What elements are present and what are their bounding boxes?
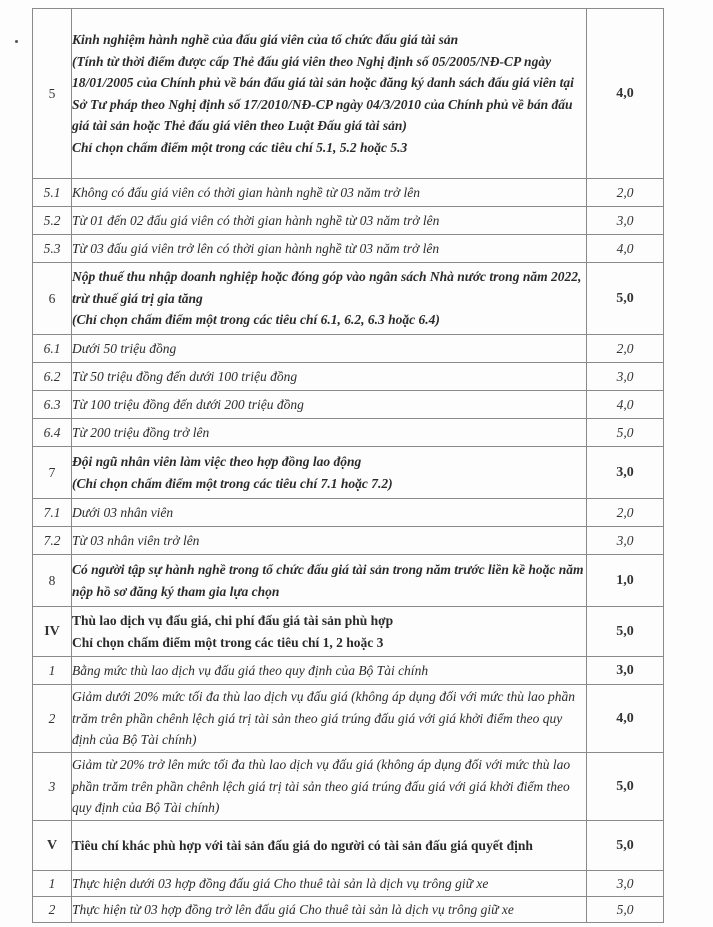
criterion-text: Từ 01 đến 02 đấu giá viên có thời gian hành nghề từ 03 năm trở lên <box>72 207 587 235</box>
row-number: 6 <box>33 263 72 335</box>
score: 3,0 <box>587 207 664 235</box>
score: 2,0 <box>587 335 664 363</box>
section-number: V <box>33 821 72 871</box>
score: 3,0 <box>587 657 664 685</box>
table-row <box>33 555 664 607</box>
criterion-instruction: (Chỉ chọn chấm điểm một trong các tiêu chí 6.1, 6.2, 6.3 hoặc 6.4) <box>72 312 440 328</box>
table-row <box>33 527 664 555</box>
row-number: 7.2 <box>33 527 72 555</box>
row-number: 1 <box>33 657 72 685</box>
criterion-instruction: Chỉ chọn chấm điểm một trong các tiêu chí 5.1, 5.2 hoặc 5.3 <box>72 139 408 155</box>
score: 5,0 <box>587 753 664 821</box>
score: 2,0 <box>587 179 664 207</box>
row-number: 5.3 <box>33 235 72 263</box>
criterion-text <box>72 263 587 335</box>
table-row <box>33 871 664 897</box>
table-row <box>33 821 664 871</box>
table-row <box>33 897 664 923</box>
score: 2,0 <box>587 499 664 527</box>
scan-speck <box>15 40 18 43</box>
criterion-text: Từ 03 nhân viên trở lên <box>72 527 587 555</box>
row-number: 6.4 <box>33 419 72 447</box>
table-row <box>33 235 664 263</box>
row-number: 8 <box>33 555 72 607</box>
max-score: 4,0 <box>587 9 664 179</box>
table-row <box>33 499 664 527</box>
criterion-heading: Thù lao dịch vụ đấu giá, chi phí đấu giá tài sản phù hợp <box>72 613 394 628</box>
row-number: 6.1 <box>33 335 72 363</box>
row-number: 6.3 <box>33 391 72 419</box>
row-number: 7 <box>33 447 72 499</box>
row-number: 3 <box>33 753 72 821</box>
max-score: 5,0 <box>587 263 664 335</box>
criterion-heading: Kinh nghiệm hành nghề của đấu giá viên của tổ chức đấu giá tài sản <box>72 32 459 47</box>
criterion-instruction: (Chỉ chọn chấm điểm một trong các tiêu chí 7.1 hoặc 7.2) <box>72 475 393 491</box>
table-row <box>33 363 664 391</box>
row-number: 7.1 <box>33 499 72 527</box>
scoring-criteria-table <box>32 8 664 923</box>
max-score: 5,0 <box>587 821 664 871</box>
row-number: 1 <box>33 871 72 897</box>
criterion-text: Không có đấu giá viên có thời gian hành nghề từ 03 năm trở lên <box>72 179 587 207</box>
criterion-text: Dưới 50 triệu đồng <box>72 335 587 363</box>
criterion-heading: Nộp thuế thu nhập doanh nghiệp hoặc đóng góp vào ngân sách Nhà nước trong năm 2022, trừ thuế giá trị gia tăng <box>72 269 582 306</box>
criterion-note: (Tính từ thời điểm được cấp Thẻ đấu giá viên theo Nghị định số 05/2005/NĐ-CP ngày 18/01/2005 của Chính phủ về bán đấu giá tài sản hoặc đăng ký danh sách đấu giá viên tại Sở Tư pháp theo Nghị định số 17/2010/NĐ-CP ngày 04/3/2010 của Chính phủ về bán đấu giá tài sản hoặc Thẻ đấu giá viên theo Luật Đấu giá tài sản) <box>72 53 574 133</box>
score: 4,0 <box>587 391 664 419</box>
criterion-text <box>72 607 587 657</box>
max-score: 1,0 <box>587 555 664 607</box>
row-number: 5.2 <box>33 207 72 235</box>
max-score: 5,0 <box>587 607 664 657</box>
score: 5,0 <box>587 897 664 923</box>
criterion-heading: Đội ngũ nhân viên làm việc theo hợp đồng lao động <box>72 454 362 469</box>
criterion-text: Giảm dưới 20% mức tối đa thù lao dịch vụ đấu giá (không áp dụng đối với mức thù lao phần trăm trên phần chênh lệch giá trị tài sản theo giá trúng đấu giá với giá khởi điểm theo quy định của Bộ Tài chính) <box>72 685 587 753</box>
table-row <box>33 447 664 499</box>
criterion-text: Thực hiện dưới 03 hợp đồng đấu giá Cho thuê tài sản là dịch vụ trông giữ xe <box>72 871 587 897</box>
table-row <box>33 9 664 179</box>
section-number: IV <box>33 607 72 657</box>
table-row <box>33 753 664 821</box>
score: 3,0 <box>587 527 664 555</box>
criterion-text: Tiêu chí khác phù hợp với tài sản đấu giá do người có tài sản đấu giá quyết định <box>72 821 587 871</box>
criterion-text: Từ 100 triệu đồng đến dưới 200 triệu đồng <box>72 391 587 419</box>
table-row <box>33 335 664 363</box>
table-row <box>33 657 664 685</box>
criterion-text: Dưới 03 nhân viên <box>72 499 587 527</box>
criterion-text: Từ 200 triệu đồng trở lên <box>72 419 587 447</box>
score: 5,0 <box>587 419 664 447</box>
score: 4,0 <box>587 685 664 753</box>
row-number: 2 <box>33 897 72 923</box>
table-row <box>33 179 664 207</box>
criterion-text: Bằng mức thù lao dịch vụ đấu giá theo quy định của Bộ Tài chính <box>72 657 587 685</box>
criterion-instruction: Chỉ chọn chấm điểm một trong các tiêu chí 1, 2 hoặc 3 <box>72 634 384 650</box>
criterion-text: Thực hiện từ 03 hợp đồng trở lên đấu giá Cho thuê tài sản là dịch vụ trông giữ xe <box>72 897 587 923</box>
table-row <box>33 207 664 235</box>
row-number: 5 <box>33 9 72 179</box>
criterion-text: Từ 50 triệu đồng đến dưới 100 triệu đồng <box>72 363 587 391</box>
table-row <box>33 607 664 657</box>
criterion-text <box>72 9 587 179</box>
table-row <box>33 685 664 753</box>
criterion-text: Từ 03 đấu giá viên trở lên có thời gian hành nghề từ 03 năm trở lên <box>72 235 587 263</box>
max-score: 3,0 <box>587 447 664 499</box>
row-number: 2 <box>33 685 72 753</box>
table-row <box>33 419 664 447</box>
row-number: 5.1 <box>33 179 72 207</box>
table-row <box>33 263 664 335</box>
score: 3,0 <box>587 871 664 897</box>
score: 3,0 <box>587 363 664 391</box>
score: 4,0 <box>587 235 664 263</box>
row-number: 6.2 <box>33 363 72 391</box>
table-row <box>33 391 664 419</box>
criterion-text <box>72 447 587 499</box>
criterion-text: Có người tập sự hành nghề trong tổ chức đấu giá tài sản trong năm trước liền kề hoặc năm nộp hồ sơ đăng ký tham gia lựa chọn <box>72 555 587 607</box>
criterion-text: Giảm từ 20% trở lên mức tối đa thù lao dịch vụ đấu giá (không áp dụng đối với mức thù lao phần trăm trên phần chênh lệch giá trị tài sản theo giá trúng đấu giá với giá khởi điểm theo quy định của Bộ Tài chính) <box>72 753 587 821</box>
